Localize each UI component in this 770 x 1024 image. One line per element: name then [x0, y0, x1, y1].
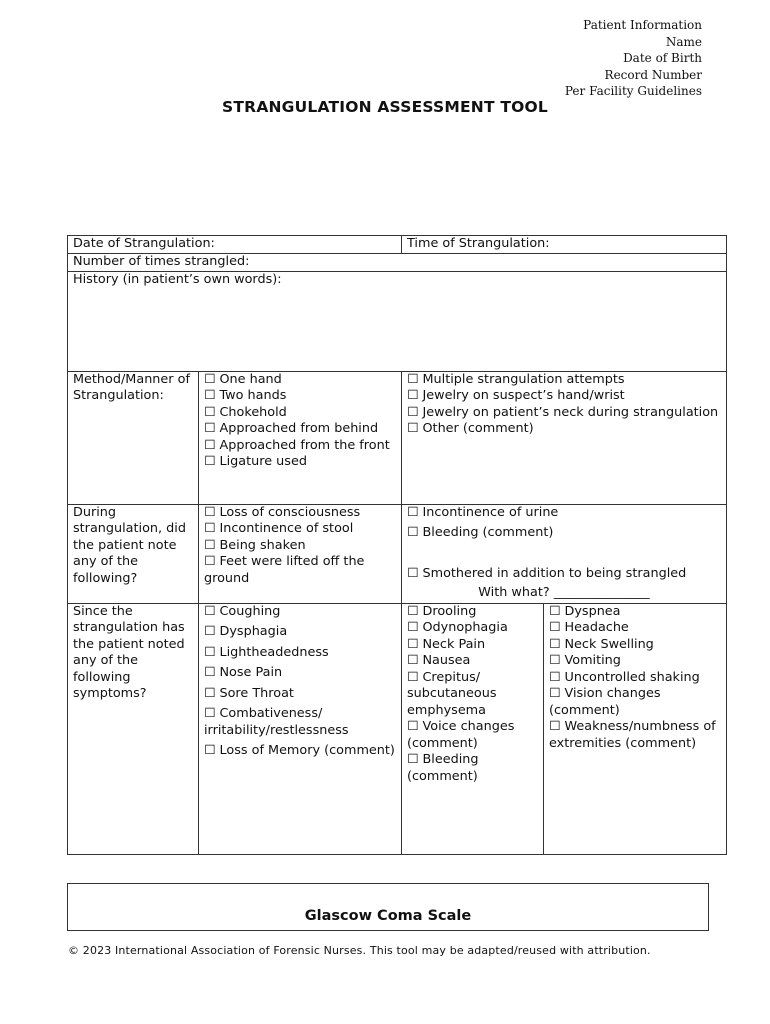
with-what-field[interactable]: With what? _______________ — [478, 585, 650, 600]
checkbox-option[interactable] — [204, 665, 396, 682]
checkbox-option[interactable] — [204, 405, 396, 422]
checkbox-label: Jewelry on patient’s neck during strangulation — [422, 404, 719, 420]
checkbox-label: Feet were lifted off the ground — [204, 554, 365, 586]
checkbox-label: Being shaken — [219, 537, 306, 553]
checkbox-option[interactable] — [549, 637, 721, 654]
checkbox-icon[interactable]: ☐ — [204, 603, 216, 619]
checkbox-icon[interactable]: ☐ — [407, 603, 419, 619]
checkbox-label: Neck Swelling — [564, 636, 654, 652]
checkbox-label: Drooling — [422, 603, 477, 619]
checkbox-label: Jewelry on suspect’s hand/wrist — [422, 388, 625, 403]
checkbox-option[interactable] — [407, 505, 721, 522]
checkbox-option[interactable] — [407, 670, 538, 720]
during-options-col2 — [402, 504, 727, 603]
checkbox-label: Smothered in addition to being strangled — [422, 565, 687, 581]
checkbox-option[interactable] — [549, 719, 721, 752]
copyright-footer: © 2023 International Association of Forensic Nurses. This tool may be adapted/reused with attribution. — [68, 944, 651, 957]
checkbox-label: Lightheadedness — [219, 644, 329, 660]
checkbox-icon[interactable]: ☐ — [204, 644, 216, 660]
checkbox-icon[interactable]: ☐ — [407, 525, 419, 540]
checkbox-label: Bleeding (comment) — [407, 752, 479, 784]
checkbox-option[interactable] — [407, 388, 721, 405]
checkbox-icon[interactable]: ☐ — [204, 421, 216, 436]
checkbox-icon[interactable]: ☐ — [204, 388, 216, 403]
checkbox-label: Odynophagia — [422, 620, 508, 635]
checkbox-label: One hand — [219, 371, 282, 387]
checkbox-icon[interactable]: ☐ — [407, 752, 419, 767]
date-of-strangulation-field[interactable] — [68, 236, 402, 254]
checkbox-label: Multiple strangulation attempts — [422, 371, 625, 387]
since-label: Since the strangulation has the patient noted any of the following symptoms? — [73, 603, 185, 701]
patient-info-name: Name — [665, 34, 702, 49]
checkbox-label: Loss of consciousness — [219, 504, 361, 520]
checkbox-option[interactable] — [549, 620, 721, 637]
history-label: History (in patient’s own words): — [73, 271, 282, 287]
checkbox-label: Dysphagia — [219, 624, 288, 639]
checkbox-label: Nose Pain — [219, 665, 283, 680]
checkbox-label: Chokehold — [219, 404, 287, 420]
method-options-col2 — [402, 371, 727, 504]
method-row — [68, 371, 727, 504]
checkbox-icon[interactable]: ☐ — [407, 636, 419, 652]
checkbox-option[interactable] — [407, 566, 721, 583]
checkbox-option[interactable] — [204, 372, 396, 389]
checkbox-label: Uncontrolled shaking — [564, 669, 700, 685]
checkbox-option[interactable] — [407, 653, 538, 670]
checkbox-label: Nausea — [422, 653, 471, 668]
checkbox-option[interactable] — [204, 743, 396, 760]
date-time-row — [68, 236, 727, 254]
checkbox-icon[interactable]: ☐ — [407, 504, 419, 520]
checkbox-option[interactable] — [204, 521, 396, 538]
checkbox-label: Vomiting — [564, 653, 621, 668]
checkbox-option[interactable] — [204, 454, 396, 471]
checkbox-icon[interactable]: ☐ — [407, 653, 419, 668]
checkbox-icon[interactable]: ☐ — [204, 706, 216, 721]
checkbox-option[interactable] — [204, 538, 396, 555]
since-options-col3 — [544, 603, 727, 854]
checkbox-option[interactable] — [407, 604, 538, 621]
patient-info-guidelines: Per Facility Guidelines — [564, 84, 702, 98]
patient-information-block — [565, 17, 702, 100]
checkbox-option[interactable] — [204, 624, 396, 641]
method-label-cell — [68, 371, 199, 504]
checkbox-icon[interactable]: ☐ — [407, 565, 419, 581]
checkbox-option[interactable] — [407, 752, 538, 785]
checkbox-label: Approached from behind — [219, 421, 379, 436]
patient-info-heading: Patient Information — [583, 18, 702, 32]
spacer — [407, 542, 721, 566]
checkbox-option[interactable] — [549, 653, 721, 670]
checkbox-option[interactable] — [407, 637, 538, 654]
checkbox-label: Voice changes (comment) — [407, 719, 515, 751]
checkbox-label: Incontinence of stool — [219, 521, 354, 536]
times-strangled-field[interactable] — [68, 254, 727, 272]
history-row — [68, 271, 727, 371]
checkbox-label: Two hands — [219, 388, 287, 403]
checkbox-option[interactable] — [204, 438, 396, 455]
checkbox-label: Crepitus/ subcutaneous emphysema — [407, 669, 497, 718]
checkbox-option[interactable] — [407, 620, 538, 637]
checkbox-icon[interactable]: ☐ — [204, 743, 216, 758]
checkbox-icon[interactable]: ☐ — [549, 653, 561, 668]
checkbox-icon[interactable]: ☐ — [407, 620, 419, 635]
checkbox-icon[interactable]: ☐ — [204, 371, 216, 387]
checkbox-icon[interactable]: ☐ — [407, 669, 419, 685]
checkbox-label: Neck Pain — [422, 636, 486, 652]
time-of-strangulation-field[interactable] — [402, 236, 727, 254]
checkbox-option[interactable] — [204, 421, 396, 438]
checkbox-icon[interactable]: ☐ — [407, 719, 419, 734]
checkbox-label: Combativeness/ irritability/restlessness — [204, 706, 349, 738]
times-strangled-row — [68, 254, 727, 272]
checkbox-icon[interactable]: ☐ — [407, 421, 419, 436]
checkbox-option[interactable] — [204, 706, 396, 739]
checkbox-icon[interactable]: ☐ — [549, 603, 561, 619]
checkbox-icon[interactable]: ☐ — [549, 620, 561, 635]
checkbox-label: Ligature used — [219, 454, 307, 469]
checkbox-icon[interactable]: ☐ — [204, 665, 216, 680]
checkbox-icon[interactable]: ☐ — [204, 685, 216, 701]
checkbox-option[interactable] — [407, 421, 721, 438]
checkbox-label: Vision changes (comment) — [549, 686, 661, 718]
patient-info-dob: Date of Birth — [623, 51, 702, 65]
checkbox-label: Bleeding (comment) — [422, 525, 554, 540]
times-strangled-label: Number of times strangled: — [73, 254, 250, 269]
checkbox-label: Headache — [564, 620, 629, 635]
during-label: During strangulation, did the patient note any of the following? — [73, 504, 186, 586]
checkbox-icon[interactable]: ☐ — [549, 636, 561, 652]
since-options-col1 — [199, 603, 402, 854]
checkbox-option[interactable] — [549, 686, 721, 719]
assessment-table — [67, 235, 727, 855]
checkbox-icon[interactable]: ☐ — [204, 437, 216, 453]
page-title: STRANGULATION ASSESSMENT TOOL — [222, 98, 548, 116]
checkbox-icon[interactable]: ☐ — [407, 388, 419, 403]
method-label: Method/Manner of Strangulation: — [73, 371, 190, 403]
checkbox-icon[interactable]: ☐ — [549, 686, 561, 701]
checkbox-label: Sore Throat — [219, 685, 294, 701]
checkbox-option[interactable] — [204, 686, 396, 703]
checkbox-icon[interactable]: ☐ — [407, 404, 419, 420]
checkbox-icon[interactable]: ☐ — [204, 454, 216, 469]
during-options-col1 — [199, 504, 402, 603]
checkbox-option[interactable] — [549, 670, 721, 687]
checkbox-icon[interactable]: ☐ — [204, 504, 216, 520]
checkbox-option[interactable] — [204, 604, 396, 621]
checkbox-icon[interactable]: ☐ — [549, 669, 561, 685]
checkbox-option[interactable] — [204, 505, 396, 522]
method-options-col1 — [199, 371, 402, 504]
history-field[interactable] — [68, 271, 727, 371]
checkbox-icon[interactable]: ☐ — [204, 404, 216, 420]
checkbox-icon[interactable]: ☐ — [204, 624, 216, 639]
checkbox-option[interactable] — [407, 525, 721, 542]
checkbox-option[interactable] — [407, 372, 721, 389]
during-label-cell — [68, 504, 199, 603]
time-of-strangulation-label: Time of Strangulation: — [407, 236, 550, 251]
checkbox-label: Weakness/numbness of extremities (comment) — [549, 719, 716, 751]
glasgow-coma-scale-label: Glascow Coma Scale — [304, 908, 472, 924]
during-row — [68, 504, 727, 603]
checkbox-label: Dyspnea — [564, 603, 621, 619]
checkbox-option[interactable] — [407, 405, 721, 422]
checkbox-option[interactable] — [204, 645, 396, 662]
checkbox-option[interactable] — [204, 554, 396, 587]
checkbox-icon[interactable]: ☐ — [407, 371, 419, 387]
checkbox-option[interactable] — [407, 719, 538, 752]
checkbox-label: Other (comment) — [422, 421, 534, 436]
since-label-cell — [68, 603, 199, 854]
date-of-strangulation-label: Date of Strangulation: — [73, 236, 215, 251]
since-row — [68, 603, 727, 854]
checkbox-label: Approached from the front — [219, 437, 390, 453]
patient-info-record-number: Record Number — [604, 67, 702, 82]
checkbox-option[interactable] — [549, 604, 721, 621]
checkbox-icon[interactable]: ☐ — [204, 554, 216, 569]
checkbox-icon[interactable]: ☐ — [204, 537, 216, 553]
since-options-col2 — [402, 603, 544, 854]
glasgow-coma-scale-box — [67, 883, 709, 931]
checkbox-option[interactable] — [204, 388, 396, 405]
checkbox-label: Coughing — [219, 603, 281, 619]
checkbox-icon[interactable]: ☐ — [204, 521, 216, 536]
checkbox-label: Loss of Memory (comment) — [219, 743, 395, 758]
checkbox-label: Incontinence of urine — [422, 504, 559, 520]
checkbox-icon[interactable]: ☐ — [549, 719, 561, 734]
